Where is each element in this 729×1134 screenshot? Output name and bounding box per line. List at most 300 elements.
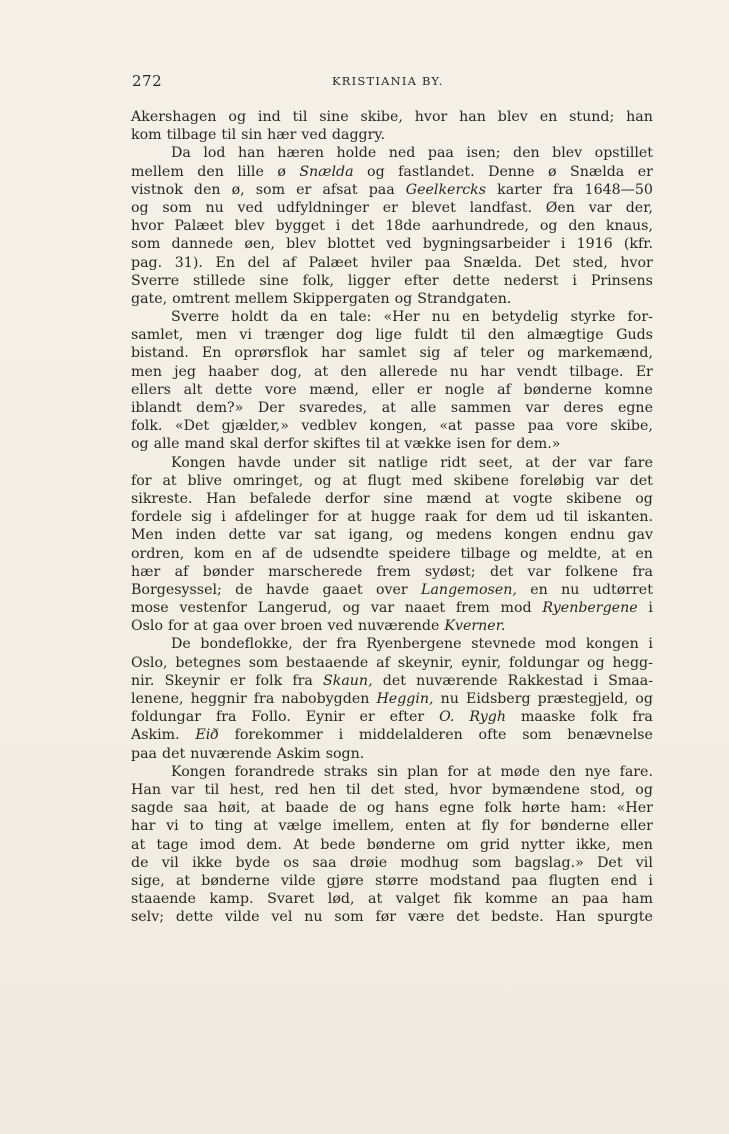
word: folk <box>590 709 618 726</box>
word: folk, <box>302 272 334 289</box>
word: maaske <box>520 709 576 726</box>
text-line <box>131 763 653 781</box>
text-line <box>131 690 653 708</box>
word: sted, <box>404 781 440 798</box>
word: møde <box>500 763 540 780</box>
word: Langemosen, <box>421 581 517 598</box>
word: Skeynir <box>164 672 220 689</box>
word: som <box>522 727 552 744</box>
word: høit, <box>218 800 251 817</box>
word: Eidsberg <box>465 691 531 707</box>
word: Men <box>131 527 164 544</box>
text-line <box>131 308 653 326</box>
word: de <box>235 581 253 598</box>
word: og <box>405 527 424 544</box>
word: og <box>313 472 332 489</box>
word: den <box>340 363 367 380</box>
word: nu <box>205 199 224 216</box>
word: En <box>201 345 222 362</box>
word: udsendte <box>312 545 379 562</box>
word: bagslag.» <box>514 854 584 871</box>
word: skibene <box>566 490 622 507</box>
word: i <box>338 727 344 744</box>
word: til <box>221 127 237 144</box>
word: Da <box>171 145 191 162</box>
word: ting <box>214 818 243 835</box>
word: Palæet <box>174 218 224 235</box>
word: kongen <box>504 527 558 544</box>
word: er <box>359 709 375 726</box>
word: mænd <box>426 490 472 507</box>
word: stod, <box>590 781 626 798</box>
word: hugge <box>370 509 416 526</box>
word: Ryenbergene <box>366 636 462 653</box>
word: skibe, <box>360 109 403 125</box>
word: Det <box>597 854 623 871</box>
word: nu <box>449 363 469 380</box>
word: tilbage. <box>569 363 624 380</box>
word: hær <box>267 127 297 144</box>
text-line <box>131 490 653 508</box>
word: isen; <box>466 145 501 162</box>
word: sat <box>314 527 336 544</box>
word: «Det <box>174 418 210 435</box>
word: fra <box>253 691 275 707</box>
text-line <box>131 508 653 526</box>
word: igang, <box>348 527 394 544</box>
word: der, <box>625 199 653 216</box>
word: vore <box>566 418 598 435</box>
word: Eynir <box>305 709 345 726</box>
word: medens <box>436 527 492 544</box>
word: udfyldninger <box>276 199 369 216</box>
word: byde <box>235 854 271 871</box>
word: for <box>490 436 512 453</box>
word: til <box>204 781 220 798</box>
word: staaende <box>131 891 196 908</box>
word: bønder <box>202 563 254 580</box>
word: Det <box>534 254 561 271</box>
word: komme <box>485 891 538 908</box>
word: dem?» <box>196 400 244 416</box>
word: vil <box>161 854 179 871</box>
word: an <box>551 891 569 908</box>
word: at <box>314 363 329 380</box>
word: eller <box>371 381 405 398</box>
word: nuværende <box>190 745 272 762</box>
word: og <box>539 218 558 235</box>
word: nuværende <box>357 618 440 635</box>
word: af <box>282 254 296 271</box>
word: Eið <box>195 727 219 744</box>
word: mænd, <box>309 381 359 398</box>
word: at <box>347 509 362 526</box>
word: efter <box>389 709 425 726</box>
word: nir. <box>131 672 155 689</box>
word: en <box>530 581 548 598</box>
word: være <box>407 909 445 926</box>
word: «at <box>439 418 463 435</box>
word: i <box>593 672 598 689</box>
word: vække <box>404 436 452 453</box>
word: almægtige <box>527 327 604 344</box>
text-line <box>131 235 653 253</box>
word: større <box>374 872 419 889</box>
word: seet, <box>478 454 514 471</box>
word: foldungar <box>131 709 202 726</box>
word: Ryenbergene <box>542 600 638 617</box>
word: lød, <box>327 891 355 908</box>
word: bønderne <box>201 872 270 889</box>
text-line <box>131 854 653 872</box>
text-line <box>131 799 653 817</box>
word: pag. <box>131 254 163 271</box>
word: ved <box>327 618 353 635</box>
word: ellers <box>131 381 171 398</box>
word: skal <box>229 436 259 453</box>
word: den <box>193 181 221 198</box>
word: blev <box>286 236 317 253</box>
word: til <box>292 109 308 125</box>
word: til <box>345 781 361 798</box>
word: da <box>280 309 298 326</box>
word: to <box>189 818 204 835</box>
word: skeynir, <box>397 654 454 671</box>
word: i <box>648 600 653 617</box>
text-line <box>131 272 653 290</box>
word: at <box>253 818 268 835</box>
word: stillede <box>192 272 246 289</box>
word: selv; <box>131 909 165 926</box>
word: sikreste. <box>131 490 193 507</box>
word: sted, <box>572 254 608 271</box>
word: hans <box>394 800 429 817</box>
word: i <box>648 872 653 889</box>
word: sine <box>383 490 413 507</box>
word: blev <box>552 145 583 162</box>
word: vedblev <box>301 418 357 435</box>
word: hvor <box>620 254 653 271</box>
word: i <box>221 509 226 526</box>
word: Rygh <box>469 709 507 726</box>
word: og <box>586 654 605 671</box>
word: nu <box>561 581 580 598</box>
word: bønderne <box>540 818 610 835</box>
word: ø <box>277 163 286 180</box>
text-line <box>131 254 653 272</box>
word: har <box>321 345 346 362</box>
word: har <box>480 363 505 380</box>
word: Heggin, <box>376 691 434 707</box>
word: bygget <box>275 218 325 235</box>
word: en <box>539 109 558 125</box>
word: sydøst; <box>424 563 476 580</box>
word: vilde <box>280 872 316 889</box>
word: med <box>411 472 443 489</box>
word: det <box>489 563 514 580</box>
word: hvor <box>414 109 448 125</box>
word: men <box>195 327 227 344</box>
text-line <box>131 526 653 544</box>
word: men <box>621 836 653 853</box>
word: del <box>247 254 270 271</box>
word: modhug <box>400 854 459 871</box>
word: at <box>342 472 357 489</box>
text-line <box>131 181 653 199</box>
word: paa <box>582 891 609 908</box>
text-line <box>131 672 653 690</box>
word: nu <box>440 691 459 707</box>
word: Kverner. <box>444 618 506 635</box>
word: bygningsarbeider <box>422 236 550 253</box>
word: mellem <box>234 290 288 307</box>
word: speidere <box>388 545 451 562</box>
word: baade <box>285 800 329 817</box>
word: udtørret <box>592 581 653 598</box>
word: en <box>635 545 653 562</box>
word: passe <box>474 418 516 435</box>
word: kongen, <box>369 418 427 435</box>
word: sine <box>259 272 289 289</box>
word: hvor <box>449 781 482 798</box>
word: dem. <box>246 836 282 853</box>
word: han <box>238 145 265 162</box>
word: ud <box>535 509 555 526</box>
word: dette <box>452 272 490 289</box>
word: bønderne <box>523 381 593 398</box>
text-line <box>131 563 653 581</box>
word: den <box>568 218 595 235</box>
word: som <box>472 854 502 871</box>
word: af <box>497 381 511 398</box>
text-line <box>131 817 653 835</box>
word: som <box>162 199 192 216</box>
word: Svaret <box>267 891 315 908</box>
word: Prinsens <box>590 272 653 289</box>
word: Snælda. <box>463 254 523 271</box>
word: drøie <box>349 854 388 871</box>
word: efter <box>404 272 439 289</box>
word: ned <box>388 145 416 162</box>
word: for <box>168 618 189 635</box>
word: gav <box>627 527 653 544</box>
word: hen <box>309 781 336 798</box>
word: ikke <box>192 854 223 871</box>
word: De <box>171 636 191 653</box>
word: ligger <box>347 272 391 289</box>
word: ved <box>301 127 327 144</box>
word: nederst <box>503 272 559 289</box>
word: han <box>459 109 486 125</box>
word: valget <box>395 891 440 908</box>
word: imellem, <box>332 818 395 835</box>
word: sig <box>191 509 213 526</box>
word: landfast. <box>469 199 532 216</box>
word: markemænd, <box>557 345 653 362</box>
word: og <box>367 163 385 180</box>
text-line <box>131 890 653 908</box>
word: Borgesyssel; <box>131 581 222 598</box>
word: blev <box>497 109 528 125</box>
word: tage <box>156 836 189 853</box>
word: var <box>527 563 551 580</box>
word: som <box>131 236 161 253</box>
word: Follo. <box>251 709 291 726</box>
word: skibene <box>453 472 510 489</box>
word: Sverre <box>171 309 220 326</box>
word: der <box>551 454 577 471</box>
word: naaet <box>404 600 446 617</box>
word: de <box>339 800 357 817</box>
word: Geelkercks <box>405 181 487 198</box>
word: ham: <box>570 800 607 817</box>
word: af <box>261 545 276 562</box>
word: en <box>309 309 328 326</box>
word: fra <box>632 563 653 580</box>
word: vi <box>239 327 252 344</box>
word: ø, <box>231 181 245 198</box>
word: natlige <box>378 454 428 471</box>
word: som <box>334 909 364 926</box>
word: Askim <box>276 745 321 762</box>
word: men <box>131 363 162 380</box>
word: der <box>302 636 327 653</box>
word: stund; <box>569 109 615 125</box>
word: middelalderen <box>358 727 463 744</box>
word: meldte, <box>547 545 602 562</box>
word: ridt <box>440 454 467 471</box>
text-line <box>131 399 653 417</box>
word: nu <box>304 909 323 926</box>
word: mand <box>184 436 225 453</box>
word: gjøre <box>326 872 364 889</box>
word: iblandt <box>131 400 182 416</box>
word: alle <box>153 436 180 453</box>
word: at <box>525 454 540 471</box>
word: Kongen <box>171 454 226 471</box>
word: egne <box>439 800 475 817</box>
word: Sverre <box>131 272 180 289</box>
word: fra <box>632 709 653 726</box>
word: for <box>131 472 152 489</box>
word: at <box>368 891 383 908</box>
word: inden <box>175 527 216 544</box>
word: lod <box>203 145 226 162</box>
word: straks <box>323 763 368 780</box>
word: endnu <box>569 527 615 544</box>
word: 31). <box>174 254 203 271</box>
word: paa <box>424 254 451 271</box>
word: «Her <box>383 309 420 326</box>
word: mod <box>500 600 532 617</box>
word: den <box>197 163 224 180</box>
word: det <box>162 745 186 762</box>
word: fra <box>215 709 237 726</box>
text-line <box>131 290 653 308</box>
word: fordele <box>131 509 182 526</box>
word: til <box>460 327 476 344</box>
word: de <box>131 854 149 871</box>
word: vendt <box>516 363 558 380</box>
word: og <box>228 109 247 125</box>
word: styrke <box>570 309 616 326</box>
body-text <box>131 108 653 926</box>
word: dog, <box>270 363 302 380</box>
text-line <box>131 435 653 453</box>
word: 1916 <box>576 236 613 253</box>
word: Øen <box>545 199 575 216</box>
word: Snælda <box>570 163 625 180</box>
text-line <box>131 417 653 435</box>
word: At <box>293 836 310 853</box>
word: ind <box>257 109 281 125</box>
word: i <box>572 272 577 289</box>
text-line <box>131 872 653 890</box>
word: af <box>453 345 468 362</box>
word: en <box>462 309 480 326</box>
word: gjælder,» <box>221 418 289 435</box>
word: imod <box>199 836 236 853</box>
word: egne <box>617 400 653 416</box>
text-line <box>131 781 653 799</box>
word: (kfr. <box>623 236 653 253</box>
text-line <box>131 326 653 344</box>
text-line <box>131 908 653 926</box>
text-line <box>131 344 653 362</box>
word: og <box>635 691 653 707</box>
word: bønderne <box>366 836 436 853</box>
word: havde <box>266 581 310 598</box>
word: over <box>243 618 276 635</box>
word: «Her <box>616 800 653 817</box>
text-line <box>131 726 653 744</box>
text-line <box>131 635 653 653</box>
word: er <box>416 381 433 398</box>
word: Han <box>131 781 161 798</box>
word: raak <box>424 509 457 526</box>
word: øen, <box>244 236 275 253</box>
word: Der <box>257 400 285 416</box>
word: lenene, <box>131 691 184 707</box>
word: daggry. <box>331 127 386 144</box>
word: karter <box>497 181 542 198</box>
word: ham <box>621 891 653 908</box>
word: af <box>376 654 390 671</box>
text-line <box>131 217 653 235</box>
word: folk <box>255 672 283 689</box>
word: nye <box>584 763 611 780</box>
word: grid <box>480 836 510 853</box>
page-header <box>132 72 652 94</box>
word: nogle <box>444 381 485 398</box>
word: Oslo, <box>131 654 168 671</box>
word: holdt <box>231 309 269 326</box>
word: Akershagen <box>131 109 217 125</box>
word: gate, <box>131 290 168 307</box>
word: allerede <box>379 363 438 380</box>
word: Askim. <box>131 727 180 744</box>
running-title: KRISTIANIA BY. <box>332 74 444 88</box>
word: plan <box>407 763 439 780</box>
word: bymændene <box>491 781 580 798</box>
word: sagde <box>131 800 174 817</box>
word: hegg- <box>612 654 653 671</box>
word: den <box>513 145 540 162</box>
word: folk <box>484 800 512 817</box>
word: omringet, <box>232 472 304 489</box>
text-line <box>131 654 653 672</box>
word: hvor <box>131 218 164 235</box>
